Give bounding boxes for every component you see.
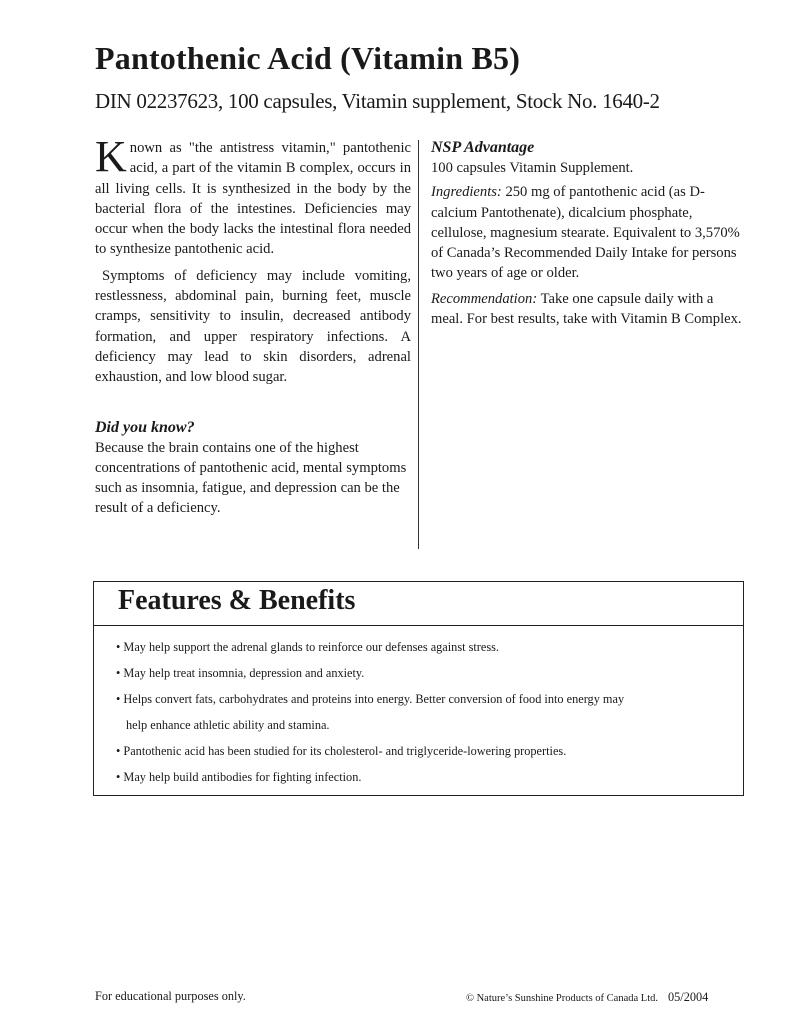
left-column <box>95 132 411 519</box>
ingredients-paragraph <box>431 182 746 283</box>
page-title: Pantothenic Acid (Vitamin B5) <box>95 40 521 76</box>
footer-disclaimer: For educational purposes only. <box>95 989 246 1003</box>
footer-copyright-line <box>466 990 708 1005</box>
footer-date: 05/2004 <box>668 990 709 1004</box>
nsp-advantage-line: 100 capsules Vitamin Supplement. <box>431 160 634 176</box>
did-you-know-section <box>95 417 411 519</box>
feature-item: • May help build antibodies for fighting infection. <box>116 770 362 784</box>
right-column <box>431 137 746 329</box>
ingredients-text: 250 mg of pantothenic acid (as D-calcium Pantothenate), dicalcium phosphate, cellulose, magnesium stearate. Equivalent to 3,570% of Canada’s Recommended Daily Intake for persons two years of age or older. <box>431 184 740 282</box>
features-title: Features & Benefits <box>118 585 356 616</box>
ingredients-label: Ingredients: <box>431 184 502 201</box>
column-divider <box>418 140 419 549</box>
features-benefits-box <box>93 581 744 796</box>
recommendation-paragraph <box>431 289 746 330</box>
features-list <box>116 634 736 790</box>
nsp-advantage-heading: NSP Advantage <box>431 139 535 156</box>
product-subtitle: DIN 02237623, 100 capsules, Vitamin supplement, Stock No. 1640-2 <box>95 89 660 113</box>
did-you-know-text: Because the brain contains one of the highest concentrations of pantothenic acid, mental symptoms such as insomnia, fatigue, and depression can be the result of a deficiency. <box>95 439 407 517</box>
feature-item: • May help treat insomnia, depression and anxiety. <box>116 666 365 680</box>
drop-cap: K <box>95 132 127 181</box>
feature-item: • Pantothenic acid has been studied for its cholesterol- and triglyceride-lowering properties. <box>116 744 567 758</box>
symptoms-paragraph: Symptoms of deficiency may include vomiting, restlessness, abdominal pain, burning feet, muscle cramps, sensitivity to insulin, decreased antibody formation, and upper respiratory infections. A deficiency may lead to skin disorders, adrenal exhaustion, and low blood sugar. <box>95 267 411 386</box>
intro-text: nown as "the antistress vitamin," pantothenic acid, a part of the vitamin B complex, occurs in all living cells. It is synthesized in the body by the bacterial flora of the intestines. Deficiencies may occur when the body lacks the intestinal flora needed to synthesize pantothenic acid. <box>95 140 411 258</box>
did-you-know-heading: Did you know? <box>95 418 195 436</box>
recommendation-text: Take one capsule daily with a meal. For best results, take with Vitamin B Complex. <box>431 290 742 328</box>
feature-item: • May help support the adrenal glands to reinforce our defenses against stress. <box>116 640 500 654</box>
feature-item: • Helps convert fats, carbohydrates and proteins into energy. Better conversion of food into energy may <box>116 692 625 706</box>
features-header <box>94 582 743 626</box>
footer-copyright: © Nature’s Sunshine Products of Canada Ltd. <box>466 993 658 1004</box>
recommendation-label: Recommendation: <box>431 290 538 307</box>
intro-paragraph <box>95 132 411 260</box>
feature-item-continuation: help enhance athletic ability and stamina. <box>126 718 330 732</box>
